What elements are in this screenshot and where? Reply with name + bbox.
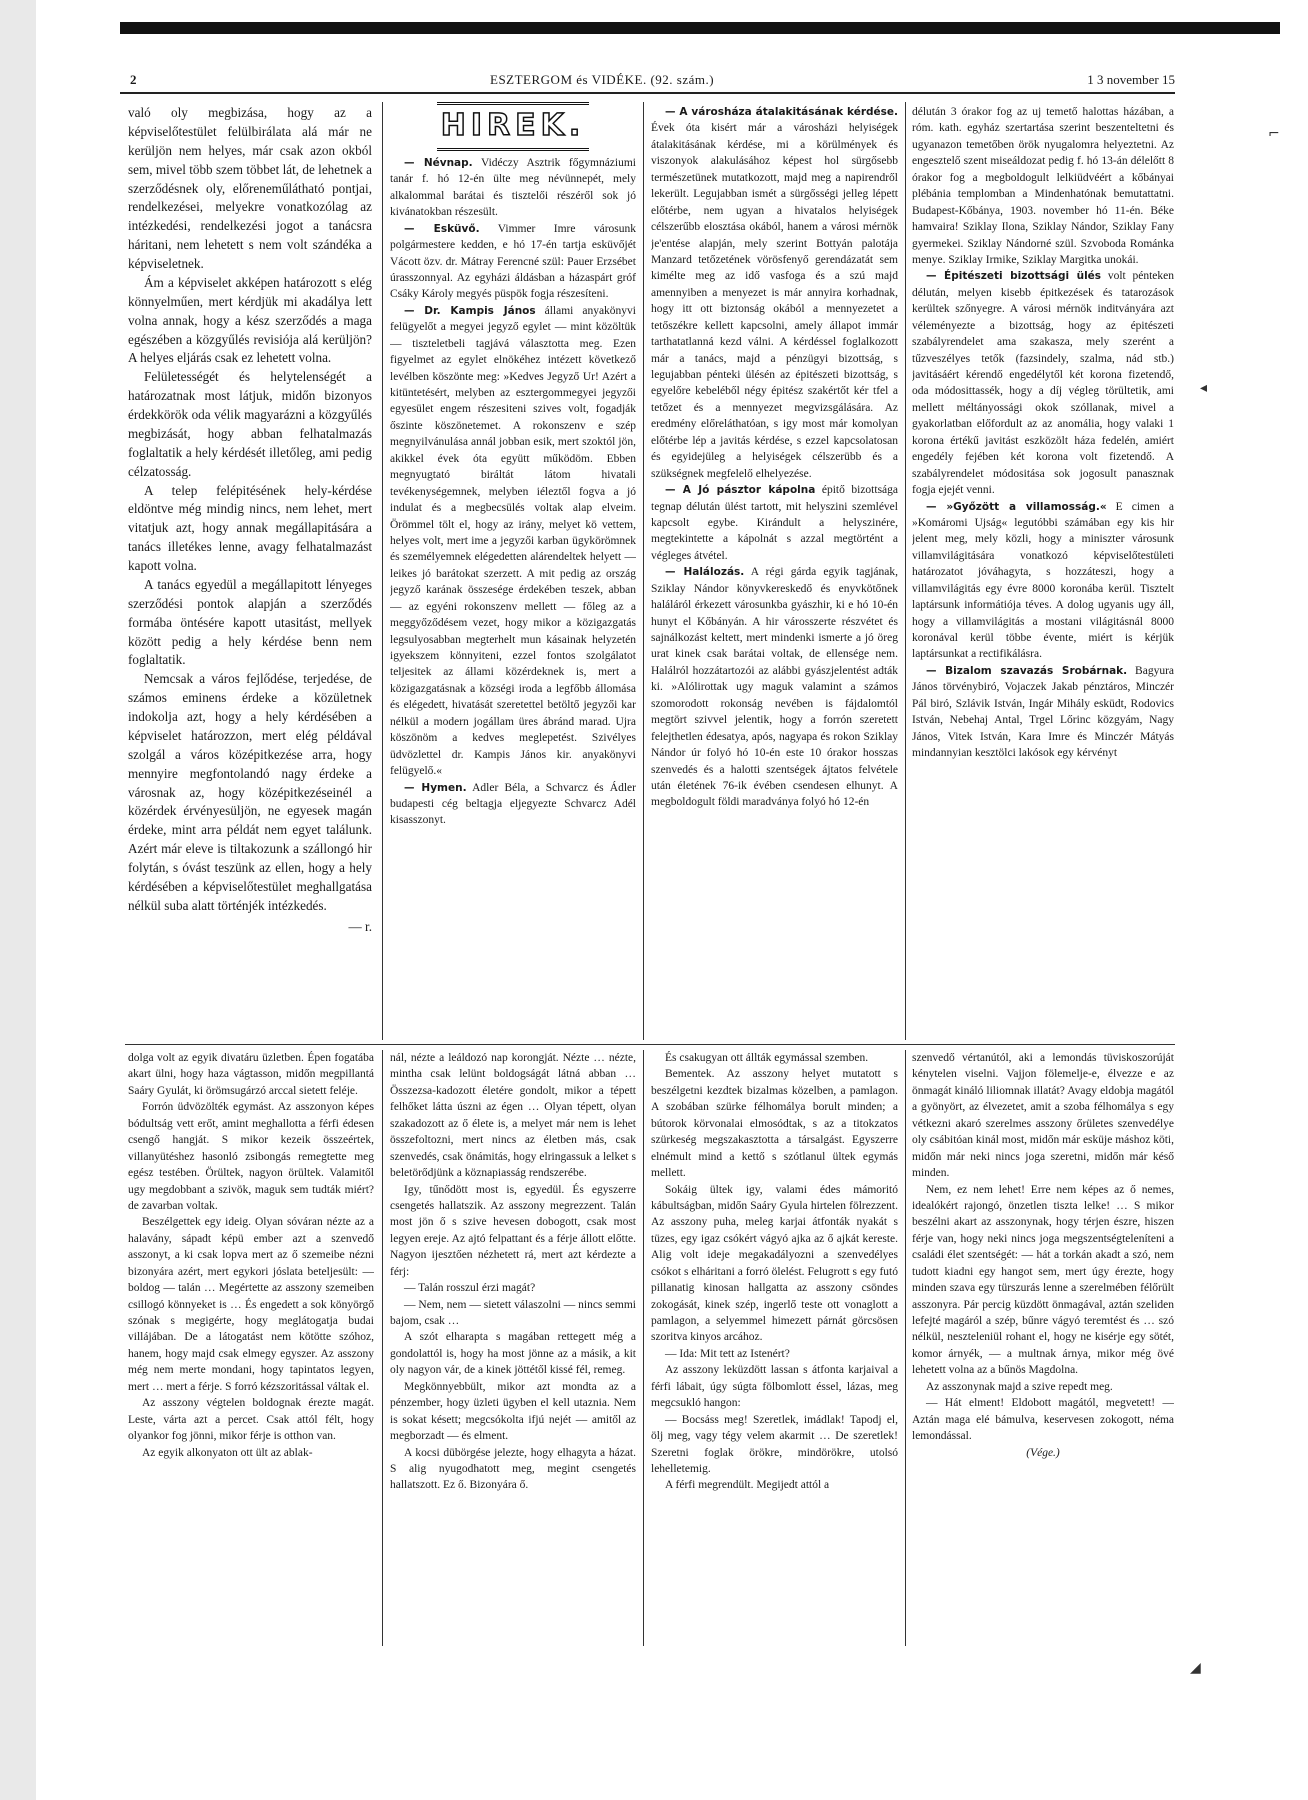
news-column [390, 100, 636, 1040]
paragraph: Megkönnyebbült, mikor azt mondta az a pénzember, hogy üzleti ügyben el kell utaznia. Nem is sokat késett; megcsókolta ifjú nejét — amitől az megborzadt — és elment. [390, 1380, 636, 1443]
top-rule [120, 22, 1280, 34]
paragraph: Nem, ez nem lehet! Erre nem képes az ő nemes, idealókért rajongó, önzetlen tiszta lelke! … S mikor beszélni akart az asszonynak, hogy térjen észre, hiszen férje van, hogy neki nincs joga megszentségteleníteni a családi élet szentségét: — hát a torkán akadt a szó, nem tudott kiadni egy hangot sem, mert úgy érezte, hogy minden szava egy türszurás lenne a szerelmében félőrült asszonyra. Pár percig küzdött önmagával, aztán szeliden lefejté magáról a szép, bűnre vágyó teremtést és … szó nélkül, neszteleniül rohant el, hogy ne kisérje egy sötét, komor árnyék, — a multnak árnya, mikor még övé lehetett volna az a bűnös Magdolna. [912, 1183, 1174, 1377]
feuilleton-column [128, 1050, 374, 1646]
news-item [912, 268, 1174, 498]
editorial-column [128, 104, 372, 1040]
feuilleton-column [912, 1050, 1174, 1646]
news-lead: — A városháza átalakitásának kérdése. [665, 106, 898, 118]
news-lead: — Halálozás. [665, 566, 745, 579]
paragraph: Forrón üdvözölték egymást. Az asszonyon képes bódultság vett erőt, amint meghallotta a férfi édesen csengő hangját. S mikor kezeik összeértek, villanyütéshez hasonló zsibongás remegtette meg egész testében. Örültek, nagyon örültek. Valamitől ugy megdobbant a szivök, maguk sem tudták miért? de zavarban voltak. [128, 1101, 374, 1212]
paragraph: nál, nézte a leáldozó nap korongját. Nézte … nézte, mintha csak lelünt boldogságát látná abban … Összezsa-kadozott életére gondolt, mikor a tépett felhőket látta úszni az égen … Olyan tépett, olyan szakadozott az ő élete is, a melyet már nem is lehet összefoltozni, mert nincs az életben más, csak szenvedés, csak önámitás, hogy elringassuk a lelket s beletörődjünk a köznapiasság rendszerébe. [390, 1052, 636, 1180]
news-text: A régi gárda egyik tagjának, Sziklay Nándor könyvkereskedő és enyvkötőnek haláláról érkezett városunkba gyászhir, ki e hó 10-én hunyt el Kőbányán. A hir városszerte részvétet és sajnálkozást keltett, mert mindenki ismerte a jó öreg urat kinek csak barátai voltak, de ellensége nem. Halálról hozzátartozói az alábbi gyászjelentést adták ki. »Alólirottak ugy maguk valamint a számos szomorodott rokonság nevében is fájdalomtól megtört szivvel jelentik, hogy a forrón szeretett felejthetlen édesatya, após, nagyapa és rokon Sziklay Nándor úr folyó hó 10-én este 10 órakor hosszas szenvedés és a halotti szentségek ájtatos felvétele után életének 76-ik évében csendesen elhunyt. A megboldogult földi maradványa folyó hó 12-én [651, 566, 898, 809]
news-item [651, 564, 898, 811]
paragraph: Beszélgettek egy ideig. Olyan sóváran nézte az a halavány, sápadt képü ember azt a szenvedő asszonyt, a ki csak lopva mert az ő szemeibe nézni bizonyára azért, mert egykori jóslata beteljesült: — boldog — talán … Megértette az asszony szemeiben csillogó könnyeket is … És engedett a sok könyörgő szónak s megigérte, hogy meglátogatja budai villájában. De a látogatást nem kötötte szóhoz, hanem, hogy majd csak elmegy egyszer. Az asszony még nem merte mondani, hogy tapintatos legyen, mert … mert a férje. S forró kézszoritással váltak el. [128, 1216, 374, 1393]
paragraph: És csakugyan ott állták egymással szemben. [665, 1052, 869, 1064]
news-column [912, 104, 1174, 1040]
paragraph: Igy, tűnődött most is, egyedül. És egyszerre csengetés hallatszik. Az asszony megrezzent. Talán most jön ő s szive hevesen dobogott, csak most legyen ereje. Az ajtó felpattant és a férje állott előtte. Nagyon ijesztően nézhetett rá, mert azt kérdezte a férj: [390, 1183, 636, 1278]
news-lead: — Hymen. [404, 781, 467, 794]
feuilleton-column [651, 1050, 898, 1646]
news-text: Bagyura János törvénybiró, Vojaczek Jakab pénztáros, Minczér Pál biró, Szlávik István, Ingár Mihály esküdt, Rodovics István, Nebehaj Antal, Trgel Lőrinc közgyám, Nagy János, Vitek István, Kara Imre és Minczér Mátyás mindannyian kesztölci lakósok egy kérvényt [912, 664, 1174, 760]
news-text: Vidéczy Asztrik főgymnáziumi tanár f. hó 12-én ülte meg névünnepét, mely alkalommal barátai és tisztelői részéről sok jó kivánatokban részesült. [390, 156, 636, 219]
paragraph: — Talán rosszul érzi magát? [404, 1282, 536, 1295]
column-divider [382, 102, 383, 1040]
section-divider [125, 1044, 1175, 1045]
news-masthead [390, 102, 636, 151]
paragraph: Az asszony leküzdött lassan s átfonta karjaival a férfi lábait, úgy súgta fölbomlott éssel, lázas, meg megcsukló hangon: [651, 1364, 898, 1410]
paragraph: Az asszony végtelen boldognak érezte magát. Leste, várta azt a percet. Csak attól félt, hogy olyankor fog jönni, mikor férje is otthon van. [128, 1397, 374, 1443]
news-item [912, 663, 1174, 762]
news-item [912, 499, 1174, 663]
scan-mark-icon: ◢ [1190, 1660, 1201, 1676]
page-number: 2 [130, 72, 137, 87]
news-text: volt pénteken délután, melyen kisebb épitkezések és tatarozások kerültek szőnyegre. A városi mérnök inditványára azt véleményezte a bizottság, hogy az épitészeti szabályrendelet ama szakasza, mely szerént a tűzveszélyes tetők (fazsindely, szalma, nád stb.) javitásáért kérendő engedélytől két korona fizetendő, oda módosittassék, hogy a díj végleg törültetik, ami mellett méltányossági okok szóllanak, mivel a gyakorlatban előfordult az az anomália, hogy valaki 1 korona értékű javitást eszközölt háza fedelén, amiért engedély fejében két korona volt fizetendő. A szabályrendelet módositása sok jogosult panasznak fogja ejejét venni. [912, 270, 1174, 497]
column-divider [382, 1050, 383, 1646]
page-edge [0, 0, 36, 1800]
paragraph: délután 3 órakor fog az uj temető halottas házában, a róm. kath. egyház szertartása szerint beszenteltetni és ugyanazon temetőben örök nyugalomra helyeztetni. Az engesztelő szent miseáldozat pedig f. hó 13-án délelőtt 8 órakor fog a megboldogult lelkiüdvéért a kőbányai plébánia templomban a Mindenhatónak bemutattatni. Budapest-Kőbánya, 1903. november hó 11-én. Béke hamvaira! Sziklay Ilona, Sziklay Nándor, Sziklay Fany gyermekei. Sziklay Nándorné szül. Szvoboda Románka menye. Sziklay Irmike, Sziklay Margitka unokái. [912, 106, 1174, 266]
news-text: Adler Béla, a Schvarcz és Ádler budapesti cég beltagja eljegyezte Schvarcz Adél kisasszonyt. [390, 781, 636, 827]
paragraph: szenvedő vértanútól, aki a lemondás tüviskoszorúját kénytelen viselni. Vajjon fölemelje-e, élvezze e az önmagát kináló liliomnak illatát? Avagy eldobja magától a gyönyört, az élvezetet, amit a szoba félhomálya s egy vétkezni akaró szerelmes asszony őrületes szenvedélye oly csábitóan kinál most, midőn már esküje máshoz köti, midőn már neki nincs joga szeretni, midőn már késő minden. [912, 1052, 1174, 1180]
news-text: Évek óta kisért már a városházi helyiségek átalakitásának kérdése, mi a körülmények és viszonyok alakulásához képest hol sürgősebb természetünek mutatkozott, majd meg a napirendről lekerült. Legujabban ismét a sürgősségi jelleg lépett előtérbe, nem ugyan a hivatalos helyiségek célszerűbb elosztása okából, hanem a városi mérnök je'entése alapján, mely szerint Bottyán palotája Manzard tetőzetének vörösfenyő gerendázatát sem kimélte meg az idő vasfoga és a szú majd amennyiben a menyezet is már annyira korhadnak, hogy itt ott biztonság okából a mennyezetet a tetőszékre kellett kapcsolni, amely állapot immár tarthatatlanná kezd válni. A kérdéssel foglalkozott már a tanács, majd a pénzügyi bizottság, s legujabban pénteki ülésén az épitészeti bizottság, s egyelőre kebeléből négy épitész szakértőt kér tfel a tetőzet és a mennyezet megvizsgálására. Az eredmény előreláthatóan, s igy most már komolyan előtérbe lép a javitás kérdése, s ezzel kapcsolatosan és egyidejüleg a helyiségek célszerübb és a szükségnek megfelelő elhelyezése. [651, 122, 898, 480]
paragraph: A telep felépitésének hely-kérdése eldöntve még mindig nincs, nem lehet, mert vitatjuk azt, hogy annak megállapitására a tanács illetékes lenne, avagy felhatalmazást kapott volna. [128, 482, 372, 573]
news-lead: — Épitészeti bizottsági ülés [926, 270, 1102, 283]
paragraph: — Bocsáss meg! Szeretlek, imádlak! Tapodj el, ölj meg, vagy tégy velem akarmit … De szeretlek! Szeretni foglak örökre, mindörökre, utolsó lehelletemig. [651, 1413, 898, 1475]
paragraph: Bementek. Az asszony helyet mutatott s beszélgetni kezdtek bizalmas közelben, a pamlagon. A szobában szürke félhomálya borult minden; a bútorok körvonalai elmosódtak, s az a titokzatos szürkeség megszakasztotta a társalgást. Egyszerre elnémult mind a kettő s szótlanul ültek egymás mellett. [651, 1068, 898, 1180]
news-text: Vimmer Imre városunk polgármestere kedden, e hó 17-én tartja esküvőjét Vácott özv. dr. Mátray Ferencné szül: Pauer Erzsébet úrasszonnyal. Az egyházi áldásban a házaspárt gróf Csáky Károly megyés püspök fogja részesíteni. [390, 222, 636, 301]
story-end: (Vége.) [1026, 1446, 1060, 1459]
news-item [390, 303, 636, 780]
paragraph: — Hát elment! Eldobott magától, megvetett! — Aztán maga elé bámulva, keservesen zokogott, néma lemondással. [912, 1397, 1174, 1443]
column-divider [905, 1050, 906, 1646]
news-text: E cimen a »Komáromi Ujság« legutóbbi számában egy kis hir jelent meg, mely közli, hogy a miniszter városunk villamvilágitására vonatkozó képviselőtestületi határozatot jóváhagyta, s hozzáteszi, hogy a villamvilágitás egy évre 8000 koronába kerül. Tisztelt laptársunk informátiója téves. A dolog ugyanis ugy áll, hogy a villamvilágitás a mostani világitásnál 8000 koronával kerül többe évente, miért is kérjük laptársunkat a rectifikálásra. [912, 500, 1174, 661]
paragraph: A kocsi dübörgése jelezte, hogy elhagyta a házat. S alig nyugodhatott meg, megint csengetés hallatszott. Ez ő. Bizonyára ő. [390, 1446, 636, 1492]
paragraph: Ám a képviselet akképen határozott s elég könnyelműen, mert kérdjük mi akadálya lett volna annak, hogy a kész szerződés a maga egészében a közgyűlés revisiója alá kerüljön? A helyes eljárás csak ez lehetett volna. [128, 274, 372, 366]
news-item [651, 482, 898, 564]
paragraph: Az asszonynak majd a szive repedt meg. [926, 1380, 1113, 1393]
news-text: állami anyakönyvi felügyelőt a megyei jegyző egylet — mint közöltük — tiszteletbeli tagjává választotta meg. Ezen figyelmet az egylet elnökéhez intézett következő levélben köszönte meg: »Kedves Jegyző Ur! Azért a kitüntetésért, melyben az esztergommegyei jegyzői egyesület engem részesiteni szives volt, fogadják őszinte köszönetemet. A rokonszenv e szép megnyilvánulása annál jobban esik, mert szoktól jön, akikkel évek óta együtt működöm. Ebben megnyugtató biráltát látom hivatali tevékenységemnek, melyben iéleztől fogva a jó indulat és a megbecsülés voltak alap elveim. Örömmel tölt el, hogy az irány, melyet kö vettem, helyes volt, mert ime a jegyzői karban ügykörömnek és személyemnek elégedetten alárendeltek helyett — leikes jó barátokat szerzett. A mit pedig az ország jegyző karának összesége érdekében teszek, abban — az egyéni rokonszenv mellett — főleg az a meggyőződésem vezet, hogy mikor a közigazgatás legsulyosabban megterhelt mun kásainak helyzetén igyekszem könnyiteni, ezzel fontos szolgálatot teljesitek az állami közérdeknek is, mert a közigazgatásnak a községi iroda a legfőbb állomása és elégedett, hivatását szeretettel betöltő jegyzői kar nélkül a modern jogállam üres ábránd marad. Ujra köszönöm a kedves meglepetést. Szivélyes üdvözlettel dr. Kampis János kir. anyakönyvi felügyelő.« [390, 304, 636, 778]
newspaper-title: ESZTERGOM és VIDÉKE. (92. szám.) [490, 72, 715, 87]
news-item [390, 780, 636, 829]
paragraph: A férfi megrendült. Megijedt attól a [665, 1479, 830, 1492]
paragraph: Nemcsak a város fejlődése, terjedése, de számos eminens érdeke a közületnek indokolja azt, hogy a hely kérdésében a képviselet határozzon, mert elég példával szolgál a város középitkezése arra, hogy mennyire megfontolandó nagy érdeke a városnak az, hogy középitkezéseinél a közérdek érvényesüljön, ne egyesek magán érdeke, mint arra példát nem egyet találunk. Azért már eleve is tiltakozunk a szállongó hir folytán, s óvást teszünk az ellen, hogy a hely kérdésében a képviselőtestület meghallgatása nélkül suba alatt történjék intézkedés. [128, 671, 372, 913]
news-item [390, 155, 636, 221]
signature: — r. [348, 918, 372, 934]
paragraph: A szót elharapta s magában rettegett még a gondolattól is, hogy ha most jönne az a másik, a kit oly nagyon vár, de a kinek jöttétől kissé fél, remeg. [390, 1331, 636, 1377]
header-rule [120, 92, 1175, 94]
news-lead: — Névnap. [404, 156, 473, 169]
news-text: épitő bizottsága tegnap délután ülést tartott, mit helyszini szemlével kapcsolt egybe. Kirándult a helyszinére, megtekintette a kápolnát s azzal megtörtént a végleges átvétel. [651, 484, 898, 562]
news-lead: — Dr. Kampis János [404, 304, 536, 317]
paragraph: — Nem, nem — sietett válaszolni — nincs semmi bajom, csak … [390, 1298, 636, 1327]
news-lead: — »Győzött a villamosság.« [926, 500, 1107, 513]
news-lead: — Bizalom szavazás Srobárnak. [926, 664, 1128, 677]
column-divider [643, 1050, 644, 1646]
news-item [651, 104, 898, 482]
scan-mark-icon: ◂ [1200, 380, 1208, 396]
paragraph: Felületességét és helytelenségét a határozatnak most látjuk, midőn bizonyos érdekkörök oda vélik magyarázni a közgyűlés megbizását, hogy abban felhatalmazás foglaltatik a hely kérdését illetőleg, ami pedig célzatosság. [128, 369, 372, 479]
feuilleton-column [390, 1050, 636, 1646]
paragraph: való oly megbizása, hogy az a képviselőtestület felülbirálata alá már ne kerüljön nem helyes, már csak azon okból sem, mivel több szem többet lát, de lehetnek a szerződésnek oly, előreneműlátható pontjai, rendelkezései, melyekre vonatkozólag az intézkedési, rendelkezési jogot a tanácsra háritani, nem lehetett s nem volt szándéka a képviseletnek. [128, 105, 372, 271]
paragraph: Az egyik alkonyaton ott ült az ablak- [142, 1446, 313, 1459]
paragraph: A tanács egyedül a megállapitott lényeges szerződési pontok alapján a szerződés formába öntésére kapott utasitást, mellyek között pedig a hely kérdése benn nem foglaltatik. [128, 576, 372, 668]
news-column [651, 104, 898, 1040]
news-item [390, 221, 636, 303]
news-lead: — A Jó pásztor kápolna [665, 484, 816, 497]
column-divider [905, 102, 906, 1040]
scan-mark-icon: ⌐ [1268, 126, 1280, 142]
paragraph: — Ida: Mit tett az Istenért? [665, 1347, 790, 1360]
issue-date: 1 3 november 15 [1087, 72, 1175, 87]
page-header [130, 72, 1175, 90]
column-divider [643, 102, 644, 1040]
paragraph: dolga volt az egyik divatáru üzletben. Épen fogatába akart ülni, hogy haza vágtasson, midőn megpillantá Saáry Gyulát, ki örömsugárzó arccal sietett feléje. [128, 1052, 374, 1097]
news-lead: — Esküvő. [404, 222, 480, 235]
paragraph: Sokáig ültek igy, valami édes mámoritó kábultságban, midőn Saáry Gyula hirtelen fölrezzent. Az asszony puha, meleg karjai átfonták nyakát s tüzes, egy igaz csókért vágyó ajka az ő ajkát kereste. Alig volt ideje megakadályozni a szenvedélyes csókot s elháritani a forró ölelést. Felugrott s egy futó pillanatig kinosan hallgatta az asszony csöndes zokogását, kinek szép, ingerlő teste ott vonaglott a pamlagon, a selyemmel himezett párnát görcsösen szoritva kinyos arcához. [651, 1183, 898, 1344]
masthead-text: HIREK. [437, 102, 590, 151]
